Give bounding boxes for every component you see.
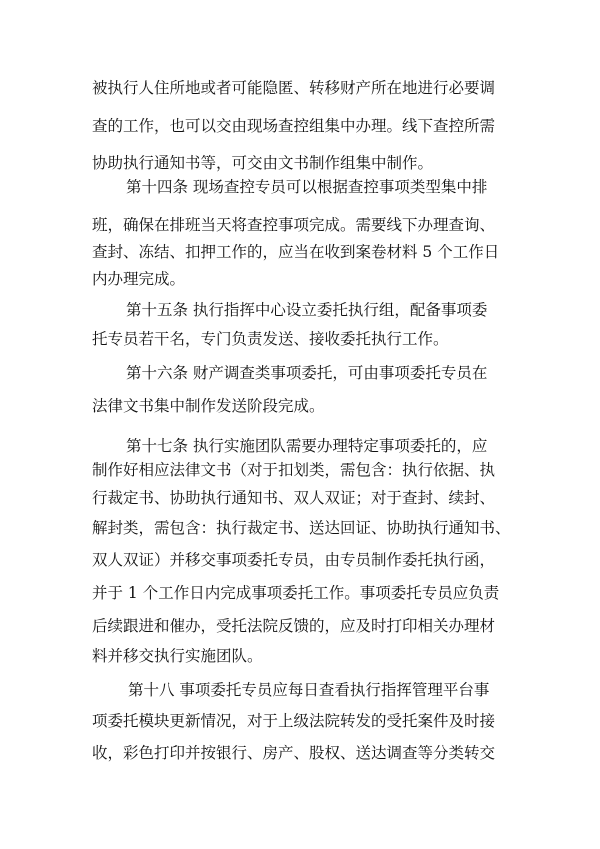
text-line: 并于 1 个工作日内完成事项委托工作。事项委托专员应负责 xyxy=(92,584,500,602)
article-14-heading-line: 第十四条 现场查控专员可以根据查控事项类型集中排 xyxy=(126,178,488,196)
text-line: 制作好相应法律文书（对于扣划类，需包含：执行依据、执 xyxy=(92,461,496,479)
text-line: 项委托模块更新情况，对于上级法院转发的受托案件及时接 xyxy=(92,712,496,730)
text-line: 班，确保在排班当天将查控事项完成。需要线下办理查询、 xyxy=(92,216,496,234)
article-15-heading-line: 第十五条 执行指挥中心设立委托执行组，配备事项委 xyxy=(126,301,488,319)
text-line: 解封类，需包含：执行裁定书、送达回证、协助执行通知书、 xyxy=(92,519,511,537)
text-line: 行裁定书、协助执行通知书、双人双证；对于查封、续封、 xyxy=(92,489,496,507)
text-line: 托专员若干名，专门负责发送、接收委托执行工作。 xyxy=(92,330,449,348)
article-16-heading-line: 第十六条 财产调查类事项委托，可由事项委托专员在 xyxy=(126,364,488,382)
text-line: 查封、冻结、扣押工作的，应当在收到案卷材料 5 个工作日 xyxy=(92,243,500,261)
text-line: 内办理完成。 xyxy=(92,270,186,288)
article-17-heading-line: 第十七条 执行实施团队需要办理特定事项委托的，应 xyxy=(126,437,488,455)
text-line: 查的工作，也可以交由现场查控组集中办理。线下查控所需 xyxy=(92,117,496,135)
text-line: 料并移交执行实施团队。 xyxy=(92,647,263,665)
article-18-heading-line: 第十八 事项委托专员应每日查看执行指挥管理平台事 xyxy=(128,681,490,699)
text-line: 双人双证）并移交事项委托专员，由专员制作委托执行函， xyxy=(92,551,496,569)
text-line: 被执行人住所地或者可能隐匿、转移财产所在地进行必要调 xyxy=(92,79,496,97)
text-line: 后续跟进和催办，受托法院反馈的，应及时打印相关办理材 xyxy=(92,617,496,635)
text-line: 协助执行通知书等，可交由文书制作组集中制作。 xyxy=(92,154,434,172)
text-line: 收，彩色打印并按银行、房产、股权、送达调查等分类转交 xyxy=(92,744,496,762)
text-line: 法律文书集中制作发送阶段完成。 xyxy=(92,397,325,415)
